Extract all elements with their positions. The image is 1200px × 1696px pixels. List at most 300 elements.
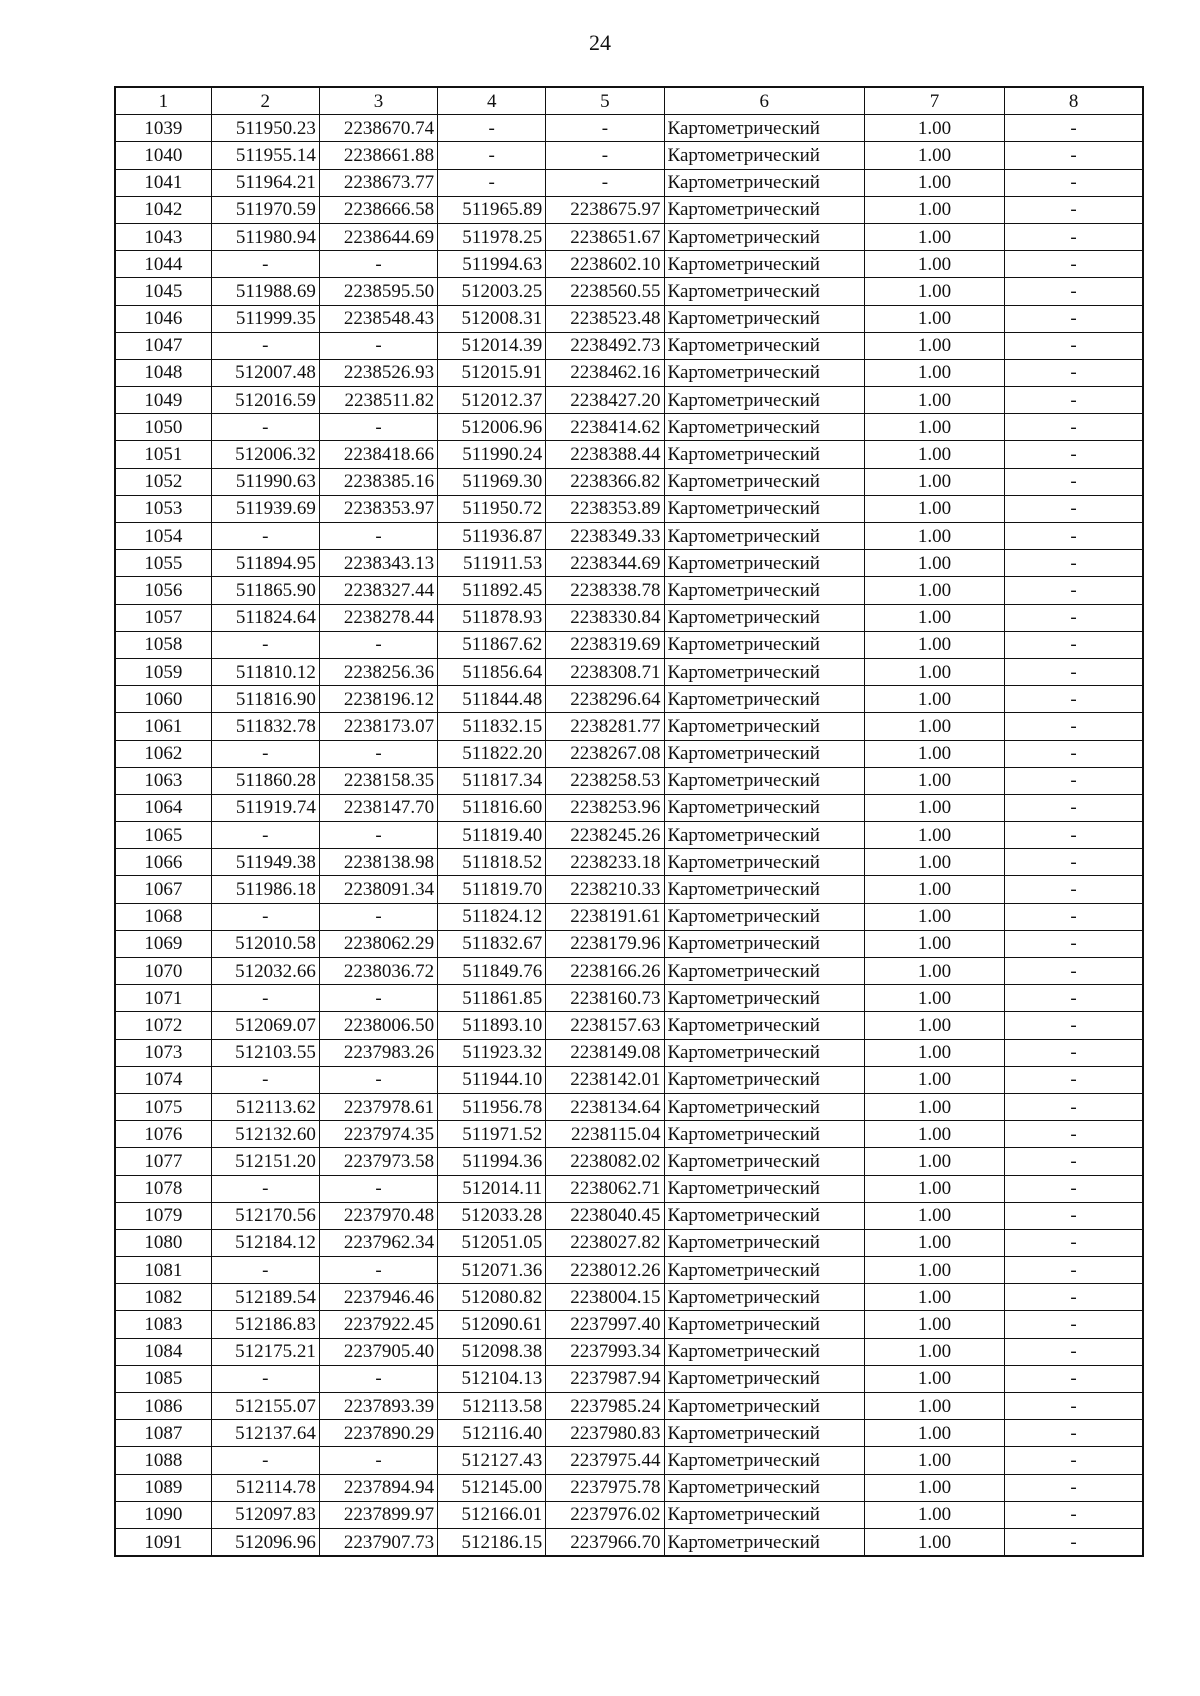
cell-x-new: 512166.01 [438,1501,546,1528]
cell-point-number: 1066 [115,849,211,876]
cell-x-old: 512155.07 [211,1393,319,1420]
cell-note: - [1005,631,1143,658]
column-header-5: 5 [546,87,664,115]
cell-accuracy: 1.00 [864,740,1004,767]
cell-y-old: 2237962.34 [319,1229,437,1256]
cell-y-new: 2238233.18 [546,849,664,876]
cell-x-new: 511861.85 [438,985,546,1012]
table-row [115,958,1143,985]
cell-x-old: - [211,251,319,278]
cell-y-old: - [319,414,437,441]
table-row [115,658,1143,685]
cell-note: - [1005,495,1143,522]
table-row [115,822,1143,849]
cell-accuracy: 1.00 [864,1284,1004,1311]
cell-accuracy: 1.00 [864,1447,1004,1474]
cell-y-new: 2238012.26 [546,1257,664,1284]
column-header-4: 4 [438,87,546,115]
column-header-8: 8 [1005,87,1143,115]
table-row [115,1284,1143,1311]
cell-accuracy: 1.00 [864,1039,1004,1066]
cell-x-new: 511832.15 [438,713,546,740]
cell-y-new: 2238353.89 [546,495,664,522]
cell-x-new: - [438,169,546,196]
column-header-6: 6 [664,87,864,115]
cell-y-new: 2238492.73 [546,332,664,359]
cell-y-new: 2238349.33 [546,523,664,550]
cell-y-new: 2238210.33 [546,876,664,903]
cell-x-new: 511819.70 [438,876,546,903]
cell-method: Картометрический [664,1284,864,1311]
cell-x-old: 511950.23 [211,115,319,142]
cell-note: - [1005,876,1143,903]
cell-y-old: 2237890.29 [319,1420,437,1447]
cell-method: Картометрический [664,1501,864,1528]
cell-x-new: 511994.36 [438,1148,546,1175]
cell-note: - [1005,115,1143,142]
cell-method: Картометрический [664,822,864,849]
cell-accuracy: 1.00 [864,767,1004,794]
cell-accuracy: 1.00 [864,1175,1004,1202]
table-row [115,1528,1143,1556]
cell-note: - [1005,958,1143,985]
cell-x-old: 512186.83 [211,1311,319,1338]
cell-accuracy: 1.00 [864,930,1004,957]
cell-point-number: 1073 [115,1039,211,1066]
cell-point-number: 1088 [115,1447,211,1474]
table-row [115,577,1143,604]
cell-method: Картометрический [664,740,864,767]
cell-y-new: 2238560.55 [546,278,664,305]
cell-x-old: 512151.20 [211,1148,319,1175]
cell-point-number: 1047 [115,332,211,359]
cell-x-old: 512016.59 [211,387,319,414]
cell-x-old: - [211,740,319,767]
column-header-3: 3 [319,87,437,115]
cell-point-number: 1051 [115,441,211,468]
cell-accuracy: 1.00 [864,1148,1004,1175]
table-row [115,686,1143,713]
cell-note: - [1005,169,1143,196]
cell-method: Картометрический [664,1393,864,1420]
cell-x-old: 511832.78 [211,713,319,740]
cell-x-old: 512010.58 [211,930,319,957]
cell-method: Картометрический [664,142,864,169]
cell-x-new: 512186.15 [438,1528,546,1556]
cell-point-number: 1091 [115,1528,211,1556]
table-row [115,1093,1143,1120]
cell-y-old: 2237899.97 [319,1501,437,1528]
cell-point-number: 1060 [115,686,211,713]
table-row [115,1474,1143,1501]
cell-method: Картометрический [664,930,864,957]
cell-method: Картометрический [664,196,864,223]
cell-accuracy: 1.00 [864,1528,1004,1556]
cell-accuracy: 1.00 [864,495,1004,522]
coordinates-table [114,86,1144,1557]
cell-note: - [1005,1365,1143,1392]
cell-note: - [1005,523,1143,550]
cell-x-new: 511817.34 [438,767,546,794]
cell-point-number: 1081 [115,1257,211,1284]
cell-y-old: 2238138.98 [319,849,437,876]
cell-y-new: 2238166.26 [546,958,664,985]
table-row [115,1365,1143,1392]
cell-y-new: 2237980.83 [546,1420,664,1447]
cell-point-number: 1040 [115,142,211,169]
cell-x-new: 512113.58 [438,1393,546,1420]
cell-x-old: - [211,1257,319,1284]
cell-method: Картометрический [664,1229,864,1256]
cell-y-new: 2237975.78 [546,1474,664,1501]
cell-accuracy: 1.00 [864,794,1004,821]
cell-note: - [1005,849,1143,876]
cell-y-old: 2237970.48 [319,1202,437,1229]
cell-note: - [1005,903,1143,930]
table-row [115,1501,1143,1528]
cell-method: Картометрический [664,631,864,658]
cell-x-new: 512008.31 [438,305,546,332]
cell-x-new: 511994.63 [438,251,546,278]
cell-y-new: 2238160.73 [546,985,664,1012]
cell-x-old: 511824.64 [211,604,319,631]
cell-y-old: 2237922.45 [319,1311,437,1338]
cell-point-number: 1082 [115,1284,211,1311]
cell-note: - [1005,468,1143,495]
cell-y-new: 2238296.64 [546,686,664,713]
cell-point-number: 1071 [115,985,211,1012]
cell-x-new: 511849.76 [438,958,546,985]
cell-y-old: 2237907.73 [319,1528,437,1556]
cell-y-new: 2238134.64 [546,1093,664,1120]
cell-method: Картометрический [664,359,864,386]
cell-accuracy: 1.00 [864,1257,1004,1284]
cell-point-number: 1052 [115,468,211,495]
cell-point-number: 1089 [115,1474,211,1501]
cell-y-old: - [319,332,437,359]
cell-x-new: 511824.12 [438,903,546,930]
cell-x-new: 511844.48 [438,686,546,713]
table-row [115,550,1143,577]
cell-x-old: 512096.96 [211,1528,319,1556]
cell-method: Картометрический [664,876,864,903]
cell-y-old: - [319,740,437,767]
cell-y-old: - [319,1257,437,1284]
cell-accuracy: 1.00 [864,1365,1004,1392]
cell-y-old: 2238256.36 [319,658,437,685]
cell-x-new: 512012.37 [438,387,546,414]
cell-note: - [1005,332,1143,359]
cell-point-number: 1046 [115,305,211,332]
cell-note: - [1005,550,1143,577]
cell-point-number: 1067 [115,876,211,903]
cell-x-old: 511964.21 [211,169,319,196]
cell-x-new: 512014.11 [438,1175,546,1202]
cell-y-new: 2238602.10 [546,251,664,278]
cell-y-new: 2238245.26 [546,822,664,849]
table-row [115,794,1143,821]
cell-method: Картометрический [664,713,864,740]
cell-point-number: 1041 [115,169,211,196]
cell-accuracy: 1.00 [864,169,1004,196]
cell-accuracy: 1.00 [864,305,1004,332]
cell-method: Картометрический [664,305,864,332]
cell-y-old: 2238673.77 [319,169,437,196]
cell-y-new: 2237997.40 [546,1311,664,1338]
cell-x-old: 511919.74 [211,794,319,821]
cell-y-old: 2237905.40 [319,1338,437,1365]
cell-method: Картометрический [664,985,864,1012]
cell-x-old: 511955.14 [211,142,319,169]
cell-y-old: 2238353.97 [319,495,437,522]
table-row [115,1338,1143,1365]
cell-method: Картометрический [664,1039,864,1066]
cell-point-number: 1074 [115,1066,211,1093]
cell-x-new: 512014.39 [438,332,546,359]
cell-point-number: 1054 [115,523,211,550]
cell-method: Картометрический [664,1202,864,1229]
cell-point-number: 1065 [115,822,211,849]
cell-x-new: 511832.67 [438,930,546,957]
cell-note: - [1005,713,1143,740]
cell-method: Картометрический [664,958,864,985]
cell-method: Картометрический [664,332,864,359]
cell-note: - [1005,1257,1143,1284]
cell-point-number: 1048 [115,359,211,386]
cell-y-new: 2238344.69 [546,550,664,577]
cell-x-new: 512090.61 [438,1311,546,1338]
cell-note: - [1005,1202,1143,1229]
cell-note: - [1005,1229,1143,1256]
cell-y-new: 2237987.94 [546,1365,664,1392]
table-row [115,1039,1143,1066]
cell-x-new: 511819.40 [438,822,546,849]
cell-point-number: 1042 [115,196,211,223]
cell-y-old: 2238006.50 [319,1012,437,1039]
cell-y-old: - [319,251,437,278]
cell-x-old: - [211,903,319,930]
cell-point-number: 1090 [115,1501,211,1528]
table-row [115,359,1143,386]
table-row [115,414,1143,441]
cell-y-new: 2238267.08 [546,740,664,767]
cell-y-old: 2238091.34 [319,876,437,903]
table-row [115,1447,1143,1474]
cell-y-old: - [319,631,437,658]
cell-method: Картометрический [664,1365,864,1392]
cell-y-new: 2238082.02 [546,1148,664,1175]
table-row [115,903,1143,930]
cell-x-new: 511816.60 [438,794,546,821]
table-row [115,740,1143,767]
cell-x-old: 511860.28 [211,767,319,794]
table-body [115,115,1143,1556]
cell-x-old: 511949.38 [211,849,319,876]
cell-x-old: 512189.54 [211,1284,319,1311]
cell-x-new: 511867.62 [438,631,546,658]
cell-note: - [1005,1311,1143,1338]
column-header-7: 7 [864,87,1004,115]
cell-x-old: - [211,523,319,550]
cell-y-new: 2237975.44 [546,1447,664,1474]
cell-x-old: 512113.62 [211,1093,319,1120]
cell-y-old: 2238062.29 [319,930,437,957]
cell-note: - [1005,1501,1143,1528]
cell-note: - [1005,142,1143,169]
cell-y-old: - [319,1066,437,1093]
table-row [115,604,1143,631]
cell-y-new: 2238027.82 [546,1229,664,1256]
cell-note: - [1005,1447,1143,1474]
cell-accuracy: 1.00 [864,223,1004,250]
table-row [115,767,1143,794]
cell-x-new: 511892.45 [438,577,546,604]
cell-y-old: 2237983.26 [319,1039,437,1066]
cell-method: Картометрический [664,658,864,685]
cell-accuracy: 1.00 [864,387,1004,414]
cell-x-old: 512175.21 [211,1338,319,1365]
cell-x-new: 511893.10 [438,1012,546,1039]
cell-note: - [1005,359,1143,386]
cell-x-new: 512051.05 [438,1229,546,1256]
table-row [115,495,1143,522]
cell-method: Картометрический [664,523,864,550]
cell-method: Картометрический [664,794,864,821]
cell-x-old: 511980.94 [211,223,319,250]
cell-x-new: 511822.20 [438,740,546,767]
page-number: 24 [589,30,611,55]
cell-x-new: 512071.36 [438,1257,546,1284]
table-row [115,1066,1143,1093]
cell-y-old: - [319,985,437,1012]
cell-x-new: 512006.96 [438,414,546,441]
table-row [115,1121,1143,1148]
table-row [115,631,1143,658]
cell-y-old: 2238511.82 [319,387,437,414]
cell-point-number: 1077 [115,1148,211,1175]
cell-y-old: - [319,1447,437,1474]
cell-method: Картометрический [664,550,864,577]
cell-note: - [1005,387,1143,414]
cell-method: Картометрический [664,1311,864,1338]
cell-point-number: 1055 [115,550,211,577]
cell-x-new: 512145.00 [438,1474,546,1501]
cell-method: Картометрический [664,1257,864,1284]
cell-accuracy: 1.00 [864,1338,1004,1365]
cell-y-new: 2238366.82 [546,468,664,495]
cell-note: - [1005,1148,1143,1175]
table-row [115,1202,1143,1229]
cell-y-new: 2238157.63 [546,1012,664,1039]
header-row [115,87,1143,115]
cell-method: Картометрический [664,468,864,495]
cell-point-number: 1058 [115,631,211,658]
cell-x-old: 512184.12 [211,1229,319,1256]
cell-y-old: 2237894.94 [319,1474,437,1501]
table-row [115,387,1143,414]
cell-x-old: 512007.48 [211,359,319,386]
cell-note: - [1005,251,1143,278]
cell-y-old: 2238343.13 [319,550,437,577]
cell-y-old: 2238548.43 [319,305,437,332]
cell-y-new: 2238115.04 [546,1121,664,1148]
cell-y-new: 2238253.96 [546,794,664,821]
cell-accuracy: 1.00 [864,441,1004,468]
cell-x-new: 511911.53 [438,550,546,577]
cell-note: - [1005,1338,1143,1365]
cell-note: - [1005,794,1143,821]
cell-point-number: 1043 [115,223,211,250]
cell-accuracy: 1.00 [864,958,1004,985]
cell-x-new: 511856.64 [438,658,546,685]
cell-y-old: 2237973.58 [319,1148,437,1175]
cell-note: - [1005,1121,1143,1148]
cell-y-new: 2238462.16 [546,359,664,386]
cell-accuracy: 1.00 [864,550,1004,577]
cell-x-old: - [211,332,319,359]
table-row [115,930,1143,957]
cell-y-old: - [319,903,437,930]
cell-point-number: 1049 [115,387,211,414]
cell-accuracy: 1.00 [864,1093,1004,1120]
table-row [115,278,1143,305]
column-header-2: 2 [211,87,319,115]
cell-point-number: 1063 [115,767,211,794]
cell-y-old: 2238327.44 [319,577,437,604]
cell-method: Картометрический [664,577,864,604]
cell-x-new: 511818.52 [438,849,546,876]
cell-x-new: 512104.13 [438,1365,546,1392]
cell-y-old: 2237893.39 [319,1393,437,1420]
cell-note: - [1005,1420,1143,1447]
cell-accuracy: 1.00 [864,1474,1004,1501]
cell-x-old: 512103.55 [211,1039,319,1066]
cell-y-new: 2238414.62 [546,414,664,441]
cell-y-old: 2238036.72 [319,958,437,985]
cell-method: Картометрический [664,1066,864,1093]
cell-y-new: 2238427.20 [546,387,664,414]
cell-y-old: 2238526.93 [319,359,437,386]
table-row [115,523,1143,550]
cell-x-old: 511810.12 [211,658,319,685]
table-row [115,713,1143,740]
cell-note: - [1005,1175,1143,1202]
cell-accuracy: 1.00 [864,1393,1004,1420]
cell-y-new: 2237976.02 [546,1501,664,1528]
cell-x-new: 511936.87 [438,523,546,550]
cell-note: - [1005,305,1143,332]
cell-point-number: 1069 [115,930,211,957]
cell-point-number: 1039 [115,115,211,142]
cell-accuracy: 1.00 [864,1229,1004,1256]
cell-accuracy: 1.00 [864,1121,1004,1148]
cell-point-number: 1084 [115,1338,211,1365]
cell-x-old: 511999.35 [211,305,319,332]
cell-accuracy: 1.00 [864,1066,1004,1093]
cell-y-new: 2238675.97 [546,196,664,223]
table-row [115,1420,1143,1447]
column-header-1: 1 [115,87,211,115]
cell-point-number: 1061 [115,713,211,740]
cell-method: Картометрический [664,1338,864,1365]
cell-method: Картометрический [664,903,864,930]
cell-x-new: 511965.89 [438,196,546,223]
cell-accuracy: 1.00 [864,985,1004,1012]
cell-y-new: 2238319.69 [546,631,664,658]
cell-x-old: 512170.56 [211,1202,319,1229]
cell-y-new: 2237993.34 [546,1338,664,1365]
cell-point-number: 1062 [115,740,211,767]
